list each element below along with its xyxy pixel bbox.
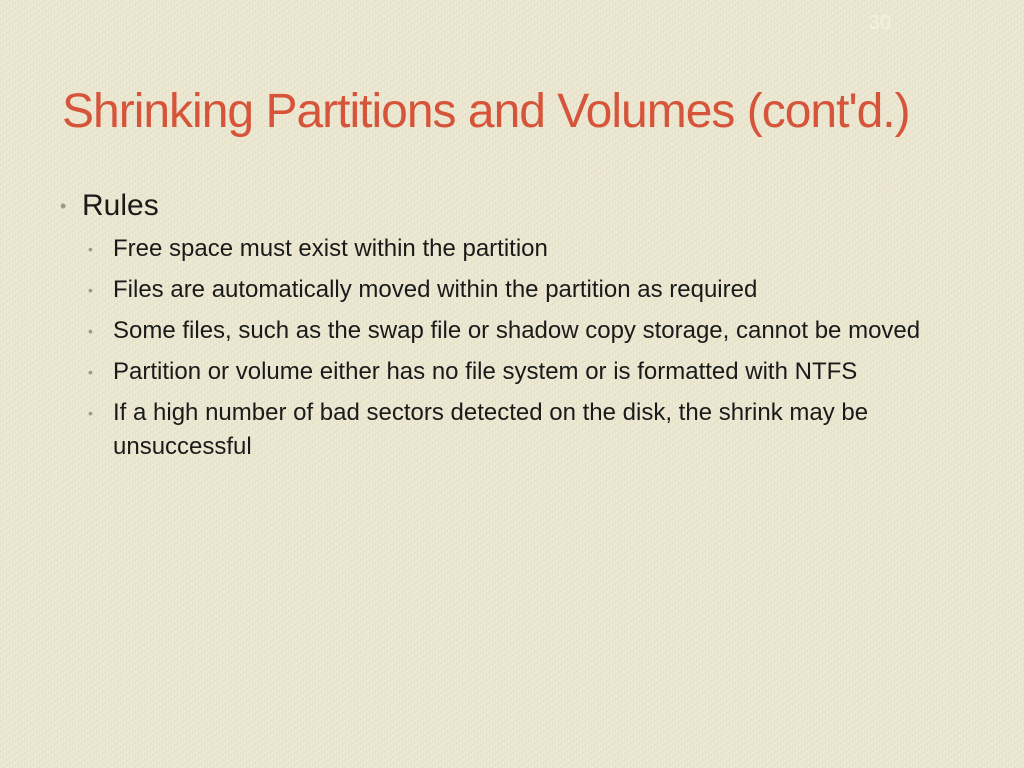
bullet-dot-icon: • <box>88 241 93 257</box>
sub-bullet-text: Free space must exist within the partition <box>113 235 548 262</box>
slide-title: Shrinking Partitions and Volumes (cont'd.) <box>62 85 910 138</box>
sub-bullet-text: Files are automatically moved within the partition as required <box>113 276 758 303</box>
bullet-dot-icon: • <box>88 323 93 339</box>
bullet-rules <box>58 188 958 224</box>
sub-bullet-item <box>84 273 933 307</box>
rules-sublist <box>58 232 958 464</box>
bullet-dot-icon: • <box>60 196 67 216</box>
bullet-dot-icon: • <box>88 282 93 298</box>
sub-bullet-text: Partition or volume either has no file system or is formatted with NTFS <box>113 358 858 385</box>
bullet-dot-icon: • <box>88 364 93 380</box>
bullet-rules-text: Rules <box>82 189 159 222</box>
sub-bullet-text: If a high number of bad sectors detected on the disk, the shrink may be unsuccessful <box>113 399 869 460</box>
slide-number: 30 <box>868 12 892 34</box>
sub-bullet-item <box>84 232 933 266</box>
bullet-dot-icon: • <box>88 405 93 421</box>
sub-bullet-text: Some files, such as the swap file or shadow copy storage, cannot be moved <box>113 317 921 344</box>
sub-bullet-item <box>84 355 933 389</box>
sub-bullet-item <box>84 314 933 348</box>
sub-bullet-item <box>84 396 933 464</box>
slide-content <box>58 188 958 471</box>
